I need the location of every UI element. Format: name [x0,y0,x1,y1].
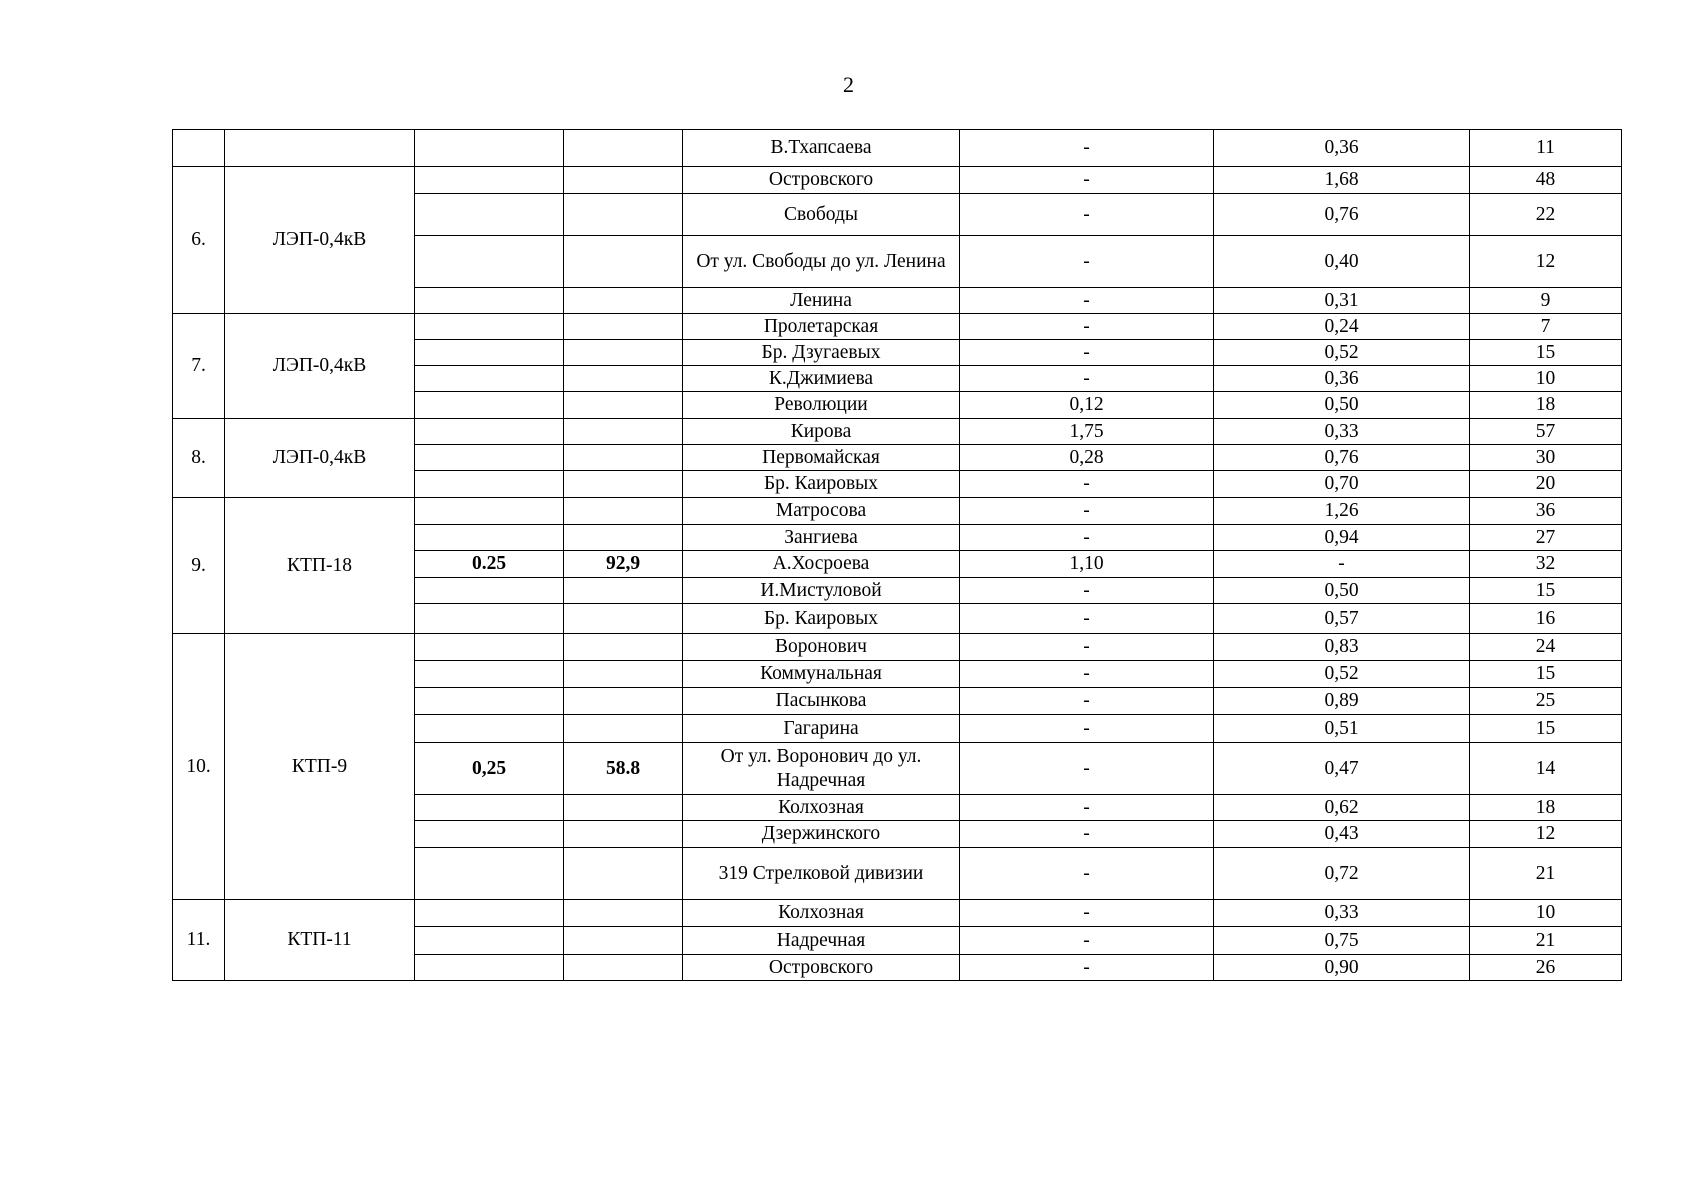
street-cell: В.Тхапсаева [683,130,960,167]
value-cell-1: - [960,927,1214,955]
value-cell-3: 10 [1470,900,1622,927]
load-cell [564,927,683,955]
load-cell [564,366,683,392]
value-cell-3: 16 [1470,604,1622,634]
page-number: 2 [843,72,854,97]
value-cell-1: - [960,498,1214,525]
value-cell-2: 0,90 [1214,955,1470,981]
value-cell-1: - [960,900,1214,927]
street-cell: И.Мистуловой [683,578,960,604]
street-cell: Колхозная [683,900,960,927]
value-cell-1: - [960,314,1214,340]
value-cell-2: 0,33 [1214,419,1470,445]
load-cell [564,900,683,927]
street-cell: Свободы [683,194,960,236]
group-name-cell: КТП-18 [225,498,415,634]
value-cell-2: - [1214,551,1470,578]
load-cell [564,688,683,715]
value-cell-3: 30 [1470,445,1622,471]
street-cell: Дзержинского [683,821,960,848]
load-cell [564,661,683,688]
value-cell-3: 7 [1470,314,1622,340]
value-cell-2: 0,33 [1214,900,1470,927]
value-cell-3: 9 [1470,288,1622,314]
value-cell-3: 22 [1470,194,1622,236]
value-cell-2: 1,68 [1214,167,1470,194]
load-cell [564,795,683,821]
table-row [173,419,1622,445]
street-cell: А.Хосроева [683,551,960,578]
power-cell [415,130,564,167]
power-cell [415,366,564,392]
load-cell [564,419,683,445]
value-cell-3: 24 [1470,634,1622,661]
table-row [173,130,1622,167]
value-cell-1: - [960,525,1214,551]
value-cell-3: 11 [1470,130,1622,167]
power-cell [415,498,564,525]
value-cell-1: - [960,236,1214,288]
street-cell: Бр. Каировых [683,471,960,498]
table-body [173,130,1622,981]
street-cell: Зангиева [683,525,960,551]
load-cell [564,167,683,194]
power-cell [415,314,564,340]
power-cell [415,194,564,236]
substation-table [172,129,1622,981]
value-cell-1: 1,75 [960,419,1214,445]
group-name-cell: ЛЭП-0,4кВ [225,167,415,314]
value-cell-1: - [960,130,1214,167]
value-cell-3: 20 [1470,471,1622,498]
value-cell-2: 0,52 [1214,340,1470,366]
value-cell-2: 0,57 [1214,604,1470,634]
value-cell-1: - [960,821,1214,848]
value-cell-1: - [960,688,1214,715]
street-cell: От ул. Свободы до ул. Ленина [683,236,960,288]
group-name-cell: КТП-11 [225,900,415,981]
group-number-cell: 8. [173,419,225,498]
street-cell: Бр. Каировых [683,604,960,634]
group-number-cell: 9. [173,498,225,634]
load-cell [564,634,683,661]
street-cell: Колхозная [683,795,960,821]
value-cell-2: 0,76 [1214,445,1470,471]
value-cell-1: - [960,194,1214,236]
value-cell-2: 0,62 [1214,795,1470,821]
group-name-cell: КТП-9 [225,634,415,900]
value-cell-2: 0,40 [1214,236,1470,288]
power-cell [415,900,564,927]
power-cell: 0,25 [415,743,564,795]
value-cell-1: - [960,634,1214,661]
power-cell [415,578,564,604]
table-row [173,900,1622,927]
value-cell-1: - [960,955,1214,981]
power-cell [415,688,564,715]
value-cell-2: 0,70 [1214,471,1470,498]
group-number-cell: 6. [173,167,225,314]
value-cell-3: 32 [1470,551,1622,578]
value-cell-1: - [960,288,1214,314]
load-cell [564,525,683,551]
power-cell: 0.25 [415,551,564,578]
power-cell [415,392,564,419]
street-cell: Кирова [683,419,960,445]
value-cell-3: 12 [1470,821,1622,848]
power-cell [415,471,564,498]
value-cell-3: 18 [1470,392,1622,419]
table-row [173,498,1622,525]
value-cell-2: 0,72 [1214,848,1470,900]
value-cell-1: 0,12 [960,392,1214,419]
table-row [173,634,1622,661]
group-number-cell [173,130,225,167]
power-cell [415,419,564,445]
power-cell [415,340,564,366]
street-cell: Надречная [683,927,960,955]
power-cell [415,288,564,314]
value-cell-3: 14 [1470,743,1622,795]
street-cell: Первомайская [683,445,960,471]
power-cell [415,525,564,551]
group-name-cell: ЛЭП-0,4кВ [225,419,415,498]
value-cell-1: - [960,715,1214,743]
group-number-cell: 11. [173,900,225,981]
power-cell [415,661,564,688]
load-cell [564,715,683,743]
value-cell-2: 0,52 [1214,661,1470,688]
value-cell-1: - [960,743,1214,795]
load-cell [564,236,683,288]
power-cell [415,634,564,661]
value-cell-2: 0,83 [1214,634,1470,661]
value-cell-1: 1,10 [960,551,1214,578]
value-cell-1: - [960,366,1214,392]
value-cell-2: 0,89 [1214,688,1470,715]
value-cell-3: 15 [1470,715,1622,743]
load-cell [564,498,683,525]
value-cell-2: 0,50 [1214,392,1470,419]
value-cell-2: 0,24 [1214,314,1470,340]
load-cell [564,578,683,604]
value-cell-1: - [960,340,1214,366]
value-cell-2: 0,51 [1214,715,1470,743]
load-cell [564,604,683,634]
value-cell-2: 0,47 [1214,743,1470,795]
value-cell-1: - [960,848,1214,900]
group-name-cell [225,130,415,167]
value-cell-2: 0,76 [1214,194,1470,236]
value-cell-3: 15 [1470,661,1622,688]
value-cell-2: 0,31 [1214,288,1470,314]
load-cell [564,288,683,314]
street-cell: 319 Стрелковой дивизии [683,848,960,900]
street-cell: Островского [683,167,960,194]
value-cell-1: - [960,167,1214,194]
load-cell [564,314,683,340]
value-cell-3: 48 [1470,167,1622,194]
value-cell-3: 36 [1470,498,1622,525]
street-cell: Островского [683,955,960,981]
power-cell [415,604,564,634]
load-cell: 92,9 [564,551,683,578]
street-cell: К.Джимиева [683,366,960,392]
value-cell-3: 15 [1470,340,1622,366]
value-cell-3: 15 [1470,578,1622,604]
street-cell: Воронович [683,634,960,661]
power-cell [415,236,564,288]
value-cell-2: 0,36 [1214,130,1470,167]
power-cell [415,955,564,981]
street-cell: Революции [683,392,960,419]
value-cell-3: 21 [1470,848,1622,900]
value-cell-1: - [960,578,1214,604]
group-number-cell: 10. [173,634,225,900]
value-cell-3: 12 [1470,236,1622,288]
value-cell-2: 0,94 [1214,525,1470,551]
group-number-cell: 7. [173,314,225,419]
street-cell: Матросова [683,498,960,525]
table-row [173,314,1622,340]
value-cell-3: 27 [1470,525,1622,551]
street-cell: Коммунальная [683,661,960,688]
power-cell [415,795,564,821]
load-cell [564,848,683,900]
table-row [173,167,1622,194]
value-cell-2: 0,36 [1214,366,1470,392]
power-cell [415,167,564,194]
load-cell: 58.8 [564,743,683,795]
power-cell [415,848,564,900]
value-cell-3: 25 [1470,688,1622,715]
value-cell-3: 26 [1470,955,1622,981]
load-cell [564,955,683,981]
load-cell [564,130,683,167]
street-cell: Пасынкова [683,688,960,715]
value-cell-2: 0,50 [1214,578,1470,604]
value-cell-2: 0,75 [1214,927,1470,955]
group-name-cell: ЛЭП-0,4кВ [225,314,415,419]
value-cell-1: - [960,471,1214,498]
value-cell-3: 57 [1470,419,1622,445]
load-cell [564,194,683,236]
value-cell-3: 10 [1470,366,1622,392]
street-cell: Пролетарская [683,314,960,340]
load-cell [564,471,683,498]
value-cell-1: - [960,795,1214,821]
value-cell-1: - [960,604,1214,634]
street-cell: От ул. Воронович до ул. Надречная [683,743,960,795]
load-cell [564,340,683,366]
value-cell-2: 0,43 [1214,821,1470,848]
power-cell [415,821,564,848]
power-cell [415,715,564,743]
street-cell: Гагарина [683,715,960,743]
street-cell: Ленина [683,288,960,314]
value-cell-2: 1,26 [1214,498,1470,525]
value-cell-1: 0,28 [960,445,1214,471]
street-cell: Бр. Дзугаевых [683,340,960,366]
load-cell [564,392,683,419]
load-cell [564,445,683,471]
load-cell [564,821,683,848]
value-cell-3: 21 [1470,927,1622,955]
power-cell [415,445,564,471]
value-cell-1: - [960,661,1214,688]
value-cell-3: 18 [1470,795,1622,821]
power-cell [415,927,564,955]
